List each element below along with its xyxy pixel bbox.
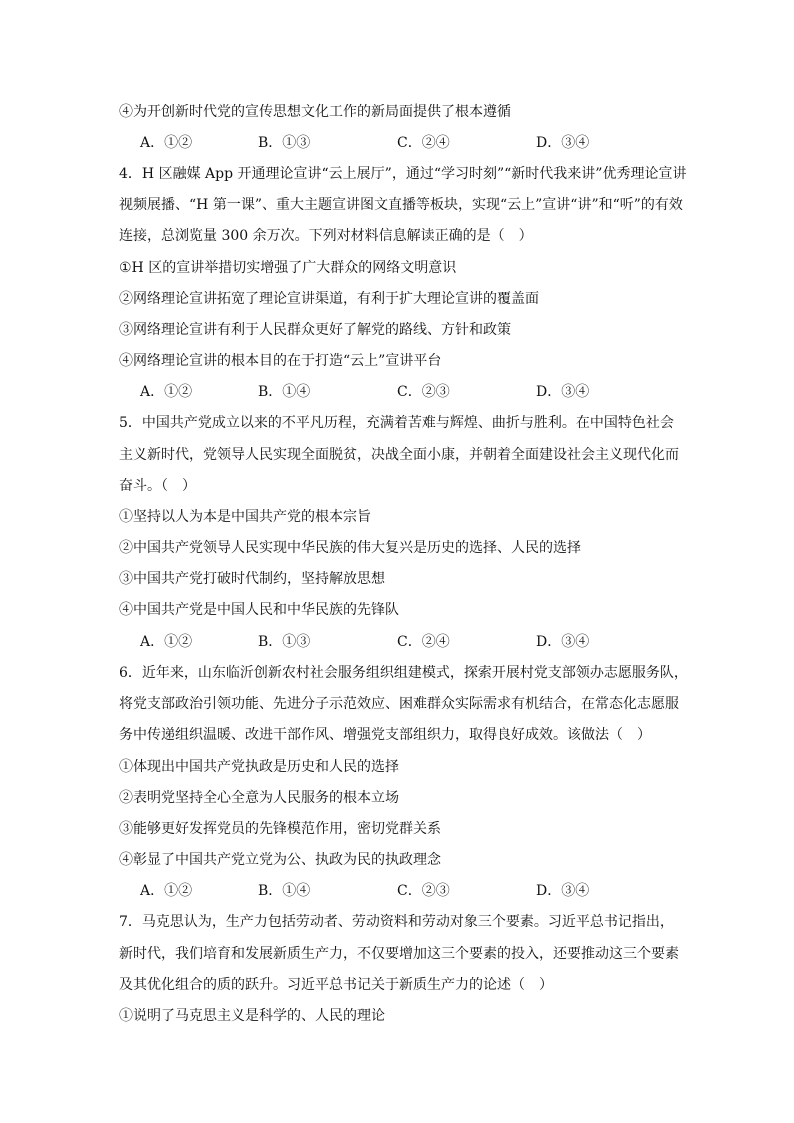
q6-stem-line-2: 将党支部政治引领功能、先进分子示范效应、困难群众实际需求有机结合，在常态化志愿服 (119, 696, 679, 712)
q5-stem-line-1: 5．中国共产党成立以来的不平凡历程，充满着苦难与辉煌、曲折与胜利。在中国特色社会 (119, 415, 674, 431)
q6-answer-choices (140, 881, 660, 901)
q5-choice-c: C．②④ (397, 634, 450, 650)
q6-option-1: ①体现出中国共产党执政是历史和人民的选择 (119, 759, 399, 775)
q3-choice-c: C．②④ (397, 135, 450, 151)
q7-stem-line-2: 新时代，我们培育和发展新质生产力，不仅要增加这三个要素的投入，还要推动这三个要素 (119, 946, 679, 962)
q5-stem-line-2: 主义新时代，党领导人民实现全面脱贫，决战全面小康，并朝着全面建设社会主义现代化而 (119, 447, 679, 463)
q3-answer-choices (140, 133, 660, 153)
q5-choice-d: D．③④ (536, 634, 590, 650)
q6-choice-b: B．①④ (258, 883, 311, 899)
q4-choice-c: C．②③ (397, 384, 450, 400)
q7-stem-line-1: 7．马克思认为，生产力包括劳动者、劳动资料和劳动对象三个要素。习近平总书记指出， (119, 914, 674, 930)
q6-stem-line-1: 6．近年来，山东临沂创新农村社会服务组织组建模式，探索开展村党支部领办志愿服务队， (119, 665, 688, 681)
q4-stem-line-2: 视频展播、“H 第一课”、重大主题宣讲图文直播等板块，实现“云上”宣讲“讲”和“听”的有效 (119, 197, 683, 213)
q6-option-4: ④彰显了中国共产党立党为公、执政为民的执政理念 (119, 852, 441, 868)
q4-stem-line-3: 连接，总浏览量 300 余万次。下列对材料信息解读正确的是（ ） (119, 228, 533, 244)
q5-option-4: ④中国共产党是中国人民和中华民族的先锋队 (119, 602, 399, 618)
q4-choice-b: B．①④ (258, 384, 311, 400)
q6-choice-a: A．①② (140, 883, 193, 899)
q3-choice-b: B．①③ (258, 135, 311, 151)
q4-option-1: ①H 区的宣讲举措切实增强了广大群众的网络文明意识 (119, 260, 457, 276)
q5-choice-a: A．①② (140, 634, 193, 650)
q5-stem-line-3: 奋斗。（ ） (119, 478, 196, 494)
q6-option-2: ②表明党坚持全心全意为人民服务的根本立场 (119, 790, 399, 806)
q5-option-3: ③中国共产党打破时代制约，坚持解放思想 (119, 571, 385, 587)
q4-option-2: ②网络理论宣讲拓宽了理论宣讲渠道，有利于扩大理论宣讲的覆盖面 (119, 291, 539, 307)
q3-option-4: ④为开创新时代党的宣传思想文化工作的新局面提供了根本遵循 (119, 104, 511, 120)
q3-choice-a: A．①② (140, 135, 193, 151)
q4-option-4: ④网络理论宣讲的根本目的在于打造“云上”宣讲平台 (119, 353, 442, 369)
q6-choice-d: D．③④ (536, 883, 590, 899)
q4-choice-d: D．③④ (536, 384, 590, 400)
q7-stem-line-3: 及其优化组合的质的跃升。习近平总书记关于新质生产力的论述（ ） (119, 977, 553, 993)
q5-answer-choices (140, 632, 660, 652)
q4-choice-a: A．①② (140, 384, 193, 400)
q4-option-3: ③网络理论宣讲有利于人民群众更好了解党的路线、方针和政策 (119, 322, 511, 338)
q5-option-2: ②中国共产党领导人民实现中华民族的伟大复兴是历史的选择、人民的选择 (119, 540, 581, 556)
q3-choice-d: D．③④ (536, 135, 590, 151)
q6-option-3: ③能够更好发挥党员的先锋模范作用，密切党群关系 (119, 821, 441, 837)
q5-choice-b: B．①③ (258, 634, 311, 650)
q4-answer-choices (140, 382, 660, 402)
q4-stem-line-1: 4．H 区融媒 App 开通理论宣讲“云上展厅”，通过“学习时刻”“新时代我来讲”优秀理论宣讲 (119, 166, 687, 182)
q7-option-1: ①说明了马克思主义是科学的、人民的理论 (119, 1008, 385, 1024)
q6-choice-c: C．②③ (397, 883, 450, 899)
q5-option-1: ①坚持以人为本是中国共产党的根本宗旨 (119, 509, 371, 525)
q6-stem-line-3: 务中传递组织温暖、改进干部作风、增强党支部组织力，取得良好成效。该做法（ ） (119, 727, 651, 743)
